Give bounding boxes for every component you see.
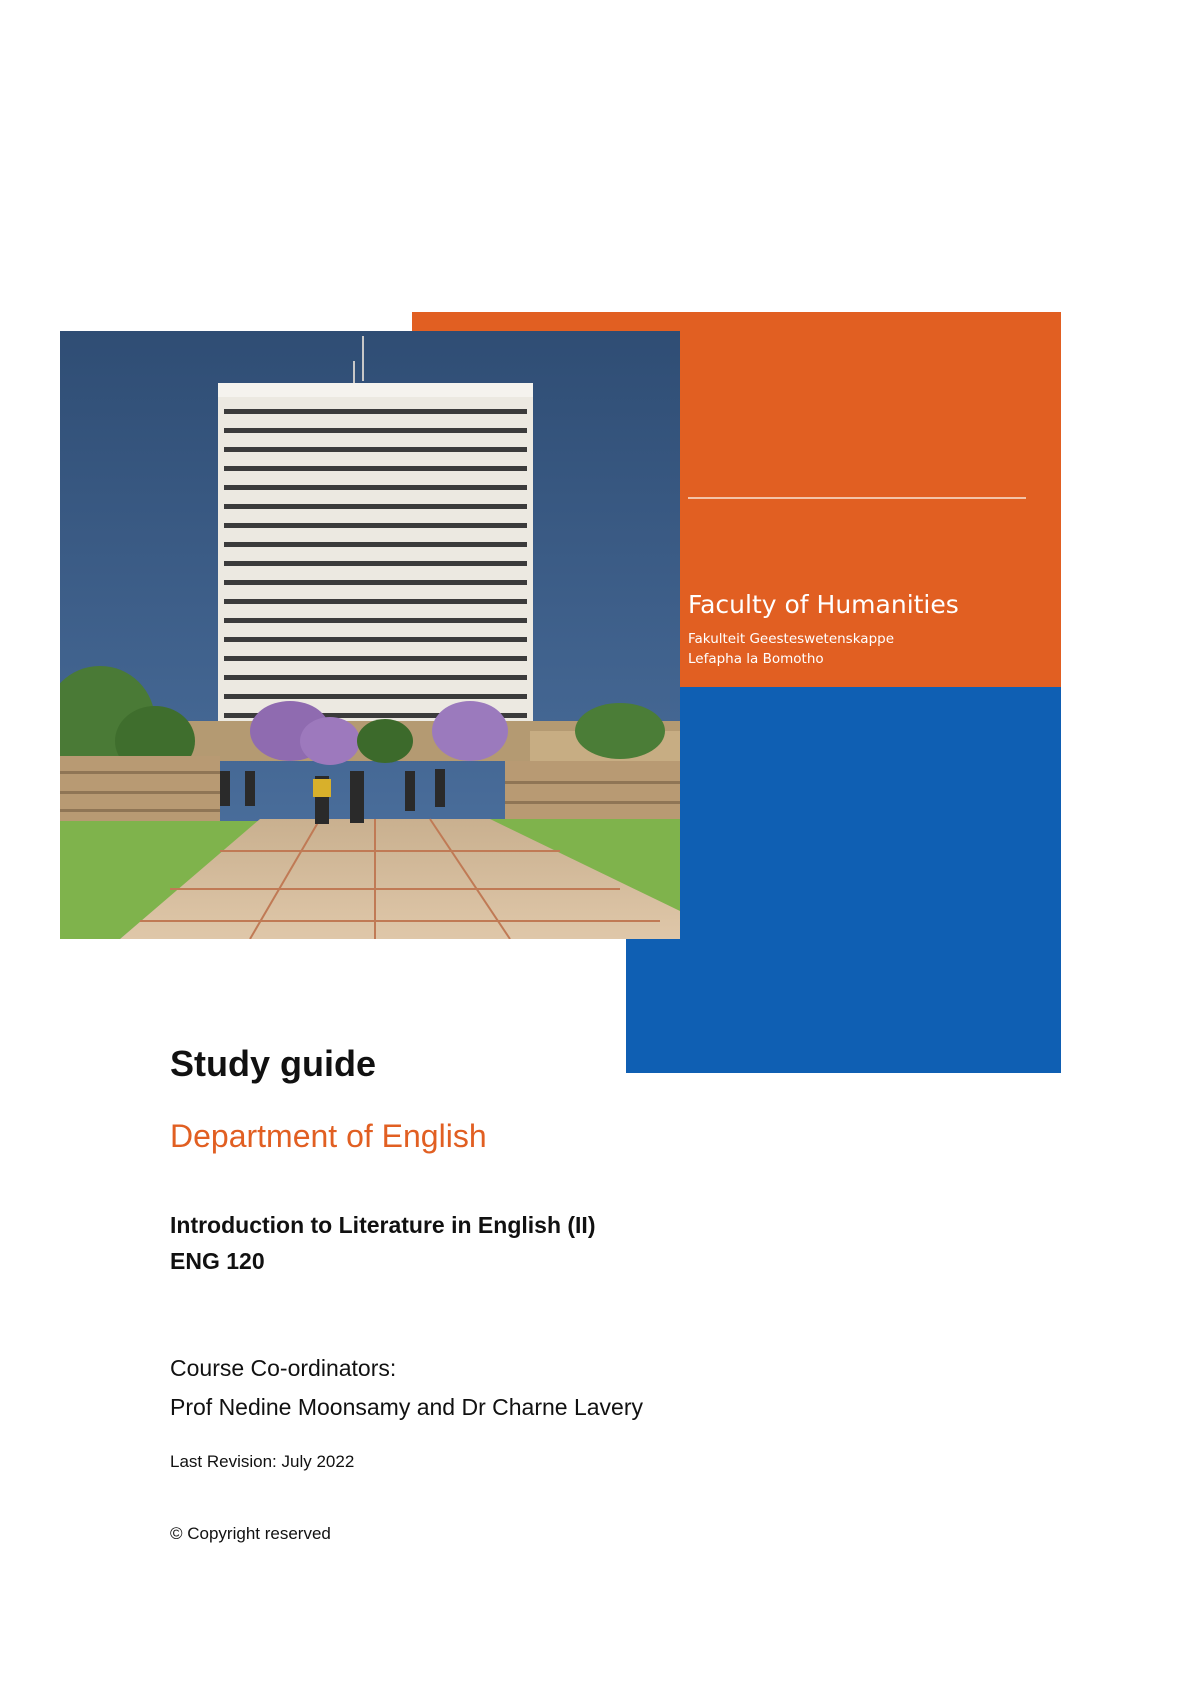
guide-title: Study guide <box>170 1043 376 1084</box>
course-title: Introduction to Literature in English (II) <box>170 1212 596 1238</box>
course-code: ENG 120 <box>170 1248 265 1274</box>
campus-photo <box>60 331 680 939</box>
department-name: Department of English <box>170 1118 487 1154</box>
faculty-name-sepedi: Lefapha la Bomotho <box>688 651 824 667</box>
faculty-name-afrikaans: Fakulteit Geesteswetenskappe <box>688 631 895 647</box>
copyright-notice: © Copyright reserved <box>170 1524 331 1543</box>
faculty-divider-line <box>688 497 1026 499</box>
coordinators-names: Prof Nedine Moonsamy and Dr Charne Lavery <box>170 1394 644 1420</box>
last-revision: Last Revision: July 2022 <box>170 1452 355 1471</box>
blue-banner-block <box>626 687 1061 1073</box>
faculty-title: Faculty of Humanities <box>688 590 959 619</box>
tower-building <box>218 383 533 738</box>
coordinators-label: Course Co-ordinators: <box>170 1355 397 1381</box>
